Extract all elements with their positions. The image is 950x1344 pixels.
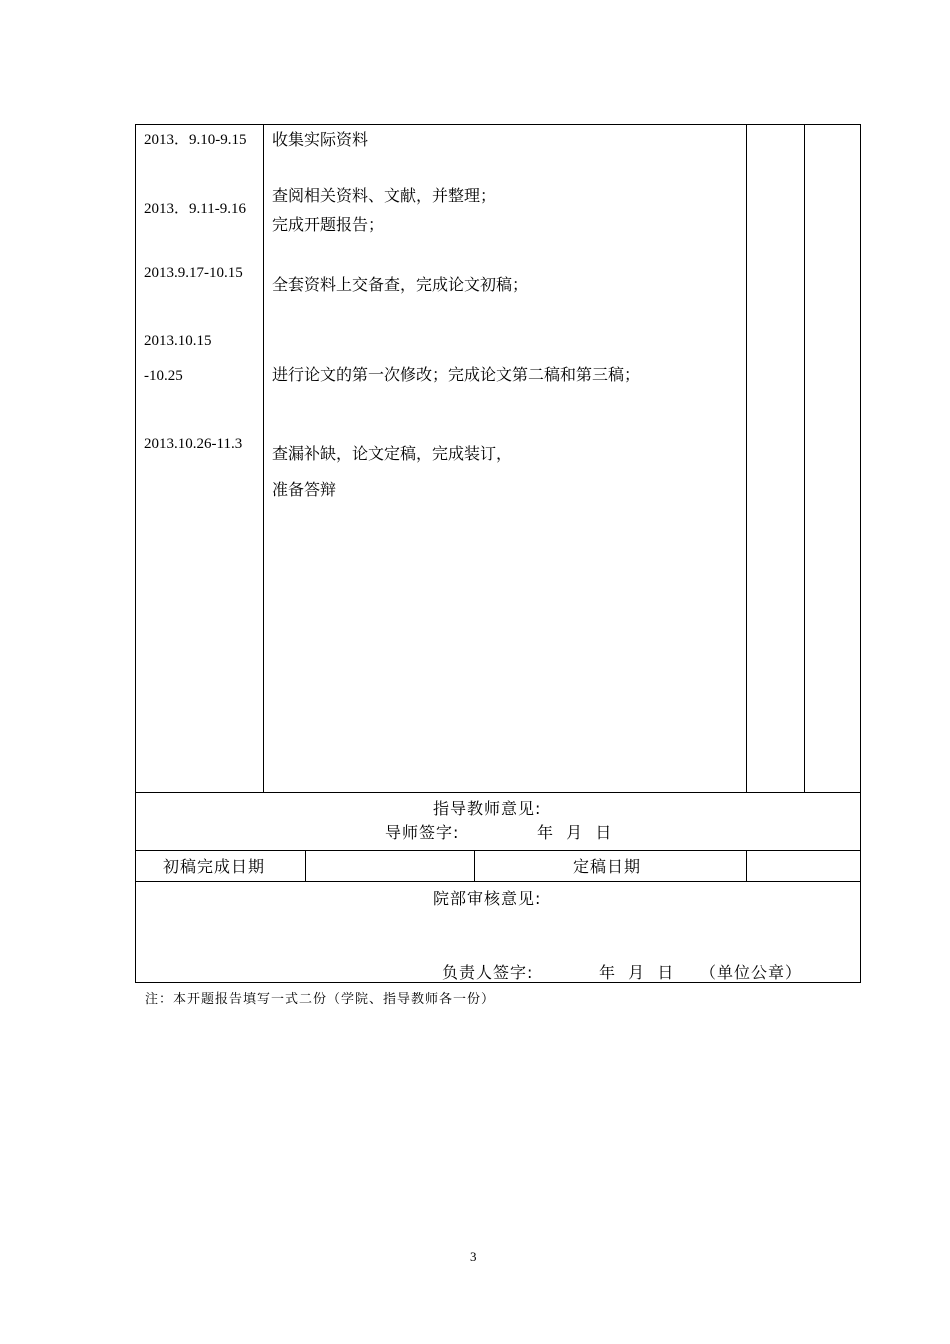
schedule-date: 2013.10.15 — [144, 333, 212, 349]
schedule-date: 2013．9.10-9.15 — [144, 132, 247, 148]
schedule-task: 全套资料上交备查，完成论文初稿； — [272, 275, 529, 294]
border-top — [135, 124, 861, 125]
schedule-task: 查漏补缺，论文定稿，完成装订， — [272, 444, 513, 463]
final-date-label: 定稿日期 — [573, 857, 642, 876]
department-review-label: 院部审核意见: — [433, 889, 542, 908]
department-signature-label: 负责人签字: — [442, 963, 534, 982]
divider-date-task — [263, 124, 264, 792]
schedule-task: 收集实际资料 — [272, 130, 369, 149]
advisor-signature-label: 导师签字: — [385, 823, 460, 842]
schedule-date: 2013.10.26-11.3 — [144, 436, 243, 452]
divider-col3-col4 — [804, 124, 805, 792]
border-left — [135, 124, 136, 983]
border-advisor-bottom — [135, 850, 861, 851]
schedule-date: -10.25 — [144, 368, 183, 384]
department-seal-label: （单位公章） — [700, 963, 803, 982]
draft-date-label: 初稿完成日期 — [163, 857, 266, 876]
divider-task-col3 — [746, 124, 747, 792]
department-date-label: 年 月 日 — [599, 963, 675, 982]
divider-dates-1 — [305, 850, 306, 881]
advisor-opinion-label: 指导教师意见: — [433, 799, 542, 818]
schedule-task: 查阅相关资料、文献，并整理； — [272, 186, 497, 205]
schedule-task: 完成开题报告； — [272, 215, 385, 234]
divider-dates-3 — [746, 850, 747, 881]
schedule-task: 进行论文的第一次修改；完成论文第二稿和第三稿； — [272, 365, 641, 384]
schedule-task: 准备答辩 — [272, 480, 337, 499]
footnote: 注：本开题报告填写一式二份（学院、指导教师各一份） — [145, 992, 496, 1007]
border-dates-bottom — [135, 881, 861, 882]
border-schedule-bottom — [135, 792, 861, 793]
advisor-date-label: 年 月 日 — [537, 823, 613, 842]
border-right — [860, 124, 861, 983]
schedule-date: 2013．9.11-9.16 — [144, 201, 246, 217]
schedule-date: 2013.9.17-10.15 — [144, 265, 243, 281]
page-number: 3 — [470, 1249, 477, 1264]
divider-dates-2 — [474, 850, 475, 881]
